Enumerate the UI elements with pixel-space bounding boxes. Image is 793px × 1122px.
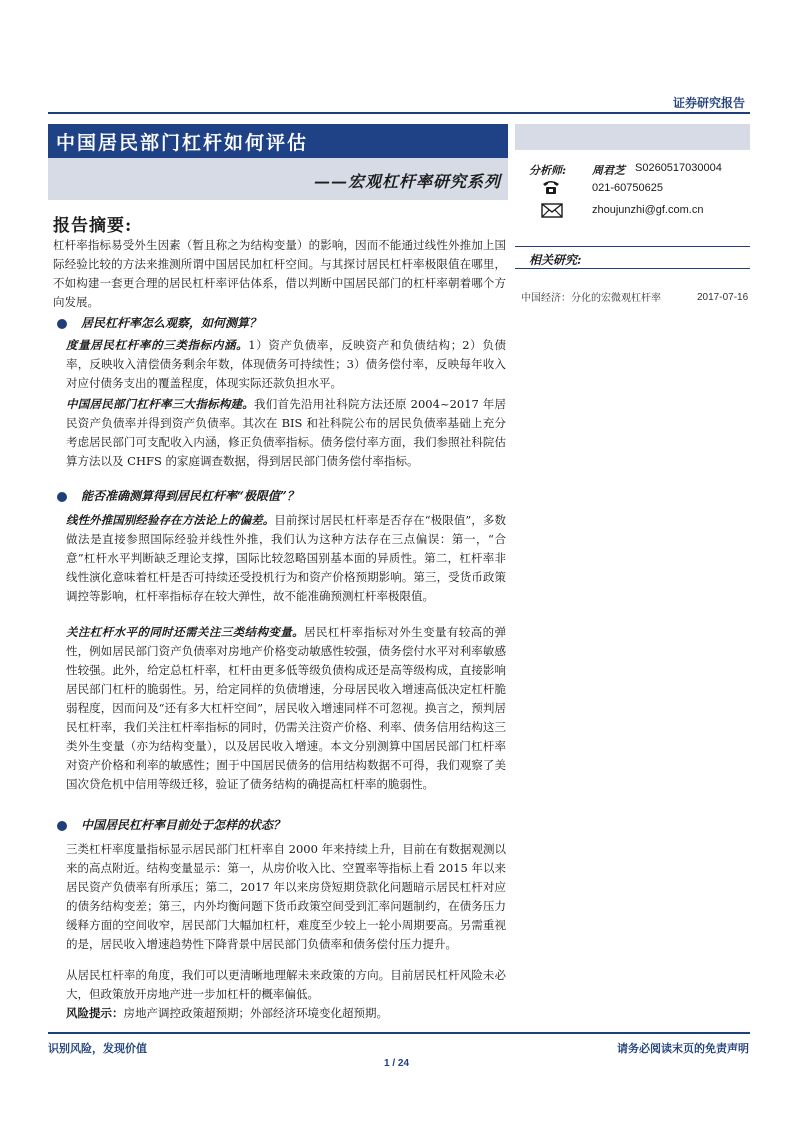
section-paragraph [66,511,506,606]
paragraph-text: 我们首先沿用社科院方法还原 2004~2017 年居民资产负债率并得到资产负债率。其次在 BIS 和社科院公布的居民负债率基础上充分考虑居民部门可支配收入内涵，修正负债率指标。债务偿付率方面，我们参照社科院估算方法以及 CHFS 的家庭调查数据，得到居民部门债务偿付率指标。 [66,397,507,468]
header-rule [48,112,750,114]
related-report-title[interactable]: 中国经济：分化的宏微观杠杆率 [521,293,661,304]
analyst-name: 周君芝 [592,164,625,177]
paragraph-text: 1）资产负债率，反映资产和负债结构；2）负债率，反映收入清偿债务剩余年数，体现债务可持续性；3）债务偿付率，反映每年收入对应付债务支出的覆盖程度，体现实际还款负担水平。 [66,338,506,390]
bullet-dot-icon [57,492,67,502]
analyst-code: S0260517030004 [635,162,722,174]
paragraph-lead: 度量居民杠杆率的三类指标内涵。 [66,338,249,352]
section-bullet [53,487,506,507]
risk-warning [66,1004,506,1023]
section-paragraph [66,966,506,1004]
report-subtitle: ——宏观杠杆率研究系列 [313,172,501,191]
summary-intro: 杠杆率指标易受外生因素（暂且称之为结构变量）的影响，因而不能通过线性外推加上国际经验比较的方法来推测所谓中国居民加杠杆空间。与其探讨居民杠杆率极限值在哪里，不如构建一套更合理的居民杠杆率评估体系，借以判断中国居民部门的杠杆率朝着哪个方向发展。 [53,238,506,309]
footer-disclaimer: 请务必阅读末页的免责声明 [617,1043,749,1055]
mail-icon [541,203,563,218]
paragraph-text: 目前探讨居民杠杆率是否存在“极限值”，多数做法是直接参照国际经验并线性外推，我们认为这种方法存在三点偏误：第一，“合意”杠杆水平判断缺乏理论支撑，国际比较忽略国别基本面的异质性。第二，杠杆率非线性演化意味着杠杆是否可持续还受投机行为和资产价格预期影响。第三，受货币政策调控等影响，杠杆率指标存在较大弹性，故不能准确预测杠杆率极限值。 [66,513,506,603]
risk-label: 风险提示： [66,1006,124,1020]
summary-heading: 报告摘要: [53,216,133,236]
report-title: 中国居民部门杠杆如何评估 [56,132,309,154]
analyst-label: 分析师: [529,164,567,177]
paragraph-text: 从居民杠杆率的角度，我们可以更清晰地理解未来政策的方向。目前居民杠杆风险未必大，但政策放开房地产进一步加杠杆的概率偏低。 [66,968,506,1001]
section-paragraph [66,840,506,954]
section-paragraph [66,336,506,393]
section-heading: 能否准确测算得到居民杠杆率“极限值”？ [81,489,299,503]
section-heading: 居民杠杆率怎么观察，如何测算？ [81,316,262,330]
footer-rule [48,1032,750,1034]
related-report-date: 2017-07-16 [697,292,749,303]
paragraph-text: 居民杠杆率指标对外生变量有较高的弹性，例如居民部门资产负债率对房地产价格变动敏感性较强，债务偿付水平对利率敏感性较强。此外，给定总杠杆率，杠杆由更多低等级负债构成还是高等级构成，直接影响居民部门杠杆的脆弱性。另，给定同样的负债增速，分母居民收入增速高低决定杠杆脆弱程度，因而问及“还有多大杠杆空间”，居民收入增速同样不可忽视。换言之，预判居民杠杆率，我们关注杠杆率指标的同时，仍需关注资产价格、利率、债务信用结构这三类外生变量（亦为结构变量），以及居民收入增速。本文分别测算中国居民部门杠杆率对资产价格和利率的敏感性；囿于中国居民债务的信用结构数据不可得，我们观察了美国次贷危机中信用等级迁移，验证了债务结构的确提高杠杆率的脆弱性。 [66,625,507,791]
paragraph-lead: 中国居民部门杠杆率三大指标构建。 [66,397,255,411]
email-address[interactable]: zhoujunzhi@gf.com.cn [592,204,704,216]
page-number: 1 / 24 [383,1058,410,1069]
section-paragraph [66,395,506,471]
footer-slogan: 识别风险，发现价值 [48,1043,147,1055]
related-research-label: 相关研究: [529,253,582,267]
bullet-dot-icon [57,319,67,329]
phone-icon [541,178,561,196]
section-paragraph [66,623,506,794]
section-heading: 中国居民杠杆率目前处于怎样的状态？ [81,818,286,832]
sidebar-rule-bottom [515,268,750,269]
report-type-label: 证券研究报告 [672,96,745,110]
phone-number: 021-60750625 [592,182,663,194]
paragraph-text: 三类杠杆率度量指标显示居民部门杠杆率自 2000 年来持续上升，目前在有数据观测以来的高点附近。结构变量显示：第一，从房价收入比、空置率等指标上看 2015 年以来居民资产负债率有所承压；第二，2017 年以来房贷短期贷款化问题暗示居民杠杆对应的债务结构变差；第三，内外均衡问题下货币政策空间受到汇率问题制约，在债务压力缓释方面的空间收窄，居民部门大幅加杠杆，难度至少较上一轮小周期要高。另需重视的是，居民收入增速趋势性下降背景中居民部门负债率和债务偿付压力提升。 [66,842,506,951]
section-bullet [53,816,506,836]
sidebar-rule-top [515,246,750,247]
paragraph-lead: 线性外推国别经验存在方法论上的偏差。 [66,513,275,527]
section-bullet [53,314,506,334]
bullet-dot-icon [57,821,67,831]
risk-text: 房地产调控政策超预期；外部经济环境变化超预期。 [123,1006,388,1020]
paragraph-lead: 关注杠杆水平的同时还需关注三类结构变量。 [66,625,305,639]
sidebar-header-bar [515,124,750,150]
